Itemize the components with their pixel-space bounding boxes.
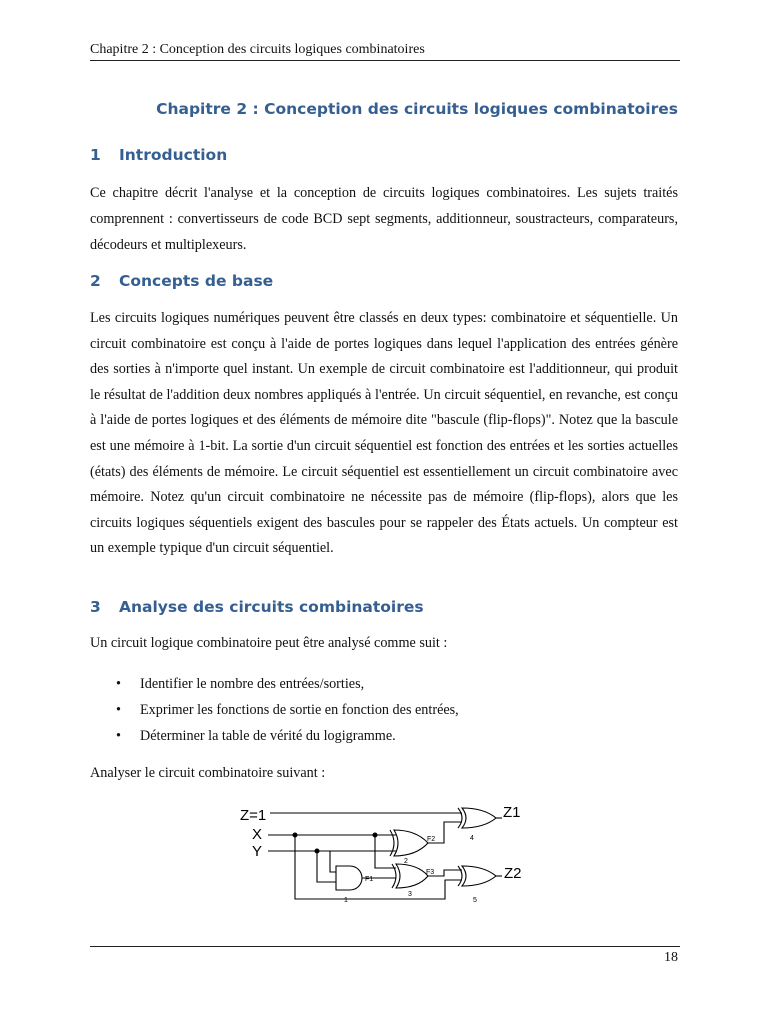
signal-label-f2: F2 [427, 836, 436, 843]
gate-number-4: 4 [470, 835, 474, 842]
bullet-icon: • [116, 702, 121, 718]
bullet-icon: • [116, 728, 121, 744]
list-item [90, 674, 678, 700]
section-heading-analyse [90, 598, 424, 616]
output-label-z1: Z1 [503, 804, 521, 821]
circuit-diagram [230, 796, 550, 906]
section-number: 2 [90, 272, 101, 290]
xor-gate-5-input-arc [458, 866, 462, 886]
page-number: 18 [664, 950, 678, 965]
xor-gate-3 [396, 864, 428, 888]
gate-number-3: 3 [408, 891, 412, 898]
wire-y-to-and [317, 851, 336, 882]
xor-gate-4-input-arc [458, 808, 462, 828]
concepts-paragraph: Les circuits logiques numériques peuvent être classés en deux types: combinatoire et séquentielle. Un circuit combinatoire est conçu à l'aide de portes logiques dans lequel l'application des entrées génère des sorties à n'importe quel instant. Un exemple de circuit combinatoire est l'additionneur, qui produit le résultat de l'addition deux nombres appliqués à l'entrée. Un circuit séquentiel, en revanche, est conçu à l'aide de portes logiques et des éléments de mémoire dite "bascule (flip-flops)". Notez que la bascule est une mémoire à 1-bit. La sortie d'un circuit séquentiel est fonction des entrées et les sorties actuelles (états) des éléments de mémoire. Le circuit séquentiel est essentiellement un circuit combinatoire avec mémoire. Notez qu'un circuit combinatoire ne nécessite pas de mémoire (flip-flops), alors que les circuits logiques séquentiels exigent des bascules pour se rappeler des États actuels. Un compteur est un exemple typique d'un circuit séquentiel. [90, 310, 678, 557]
wire-x-to-and [295, 835, 462, 899]
section-title: Introduction [119, 146, 228, 164]
section-number: 1 [90, 146, 101, 164]
list-item [90, 726, 678, 752]
section-heading-concepts [90, 272, 273, 290]
input-label-y: Y [252, 843, 263, 860]
wire-y-branch [330, 851, 336, 872]
and-gate-1 [336, 866, 362, 890]
input-label-x: X [252, 826, 263, 843]
gate-number-2: 2 [404, 858, 408, 865]
circuit-prompt: Analyser le circuit combinatoire suivant : [90, 765, 326, 781]
gate-number-5: 5 [473, 897, 477, 904]
signal-label-f3: F3 [426, 869, 435, 876]
xor-gate-4 [462, 808, 496, 828]
xor-gate-2-input-arc [390, 830, 394, 856]
analyse-intro-paragraph: Un circuit logique combinatoire peut être analysé comme suit : [90, 635, 448, 651]
output-label-z2: Z2 [504, 865, 522, 882]
signal-label-f1: F1 [365, 876, 374, 883]
input-label-z: Z=1 [240, 807, 267, 824]
bullet-icon: • [116, 676, 121, 692]
list-item-text: Déterminer la table de vérité du logigramme. [140, 728, 396, 744]
xor-gate-2 [394, 830, 428, 856]
running-header: Chapitre 2 : Conception des circuits logiques combinatoires [90, 42, 680, 61]
section-title: Analyse des circuits combinatoires [119, 598, 424, 616]
analysis-steps-list [90, 674, 678, 752]
footer-divider [90, 946, 680, 947]
chapter-title: Chapitre 2 : Conception des circuits logiques combinatoires [156, 100, 678, 118]
list-item [90, 700, 678, 726]
section-title: Concepts de base [119, 272, 274, 290]
intro-paragraph: Ce chapitre décrit l'analyse et la conception de circuits logiques combinatoires. Les sujets traités comprennent : convertisseurs de code BCD sept segments, additionneur, soustracteurs, comparateurs, décodeurs et multiplexeurs. [90, 185, 678, 253]
xor-gate-5 [462, 866, 496, 886]
section-number: 3 [90, 598, 101, 616]
section-heading-introduction [90, 146, 227, 164]
list-item-text: Exprimer les fonctions de sortie en fonction des entrées, [140, 702, 459, 718]
gate-number-1: 1 [344, 897, 348, 904]
list-item-text: Identifier le nombre des entrées/sorties, [140, 676, 365, 692]
